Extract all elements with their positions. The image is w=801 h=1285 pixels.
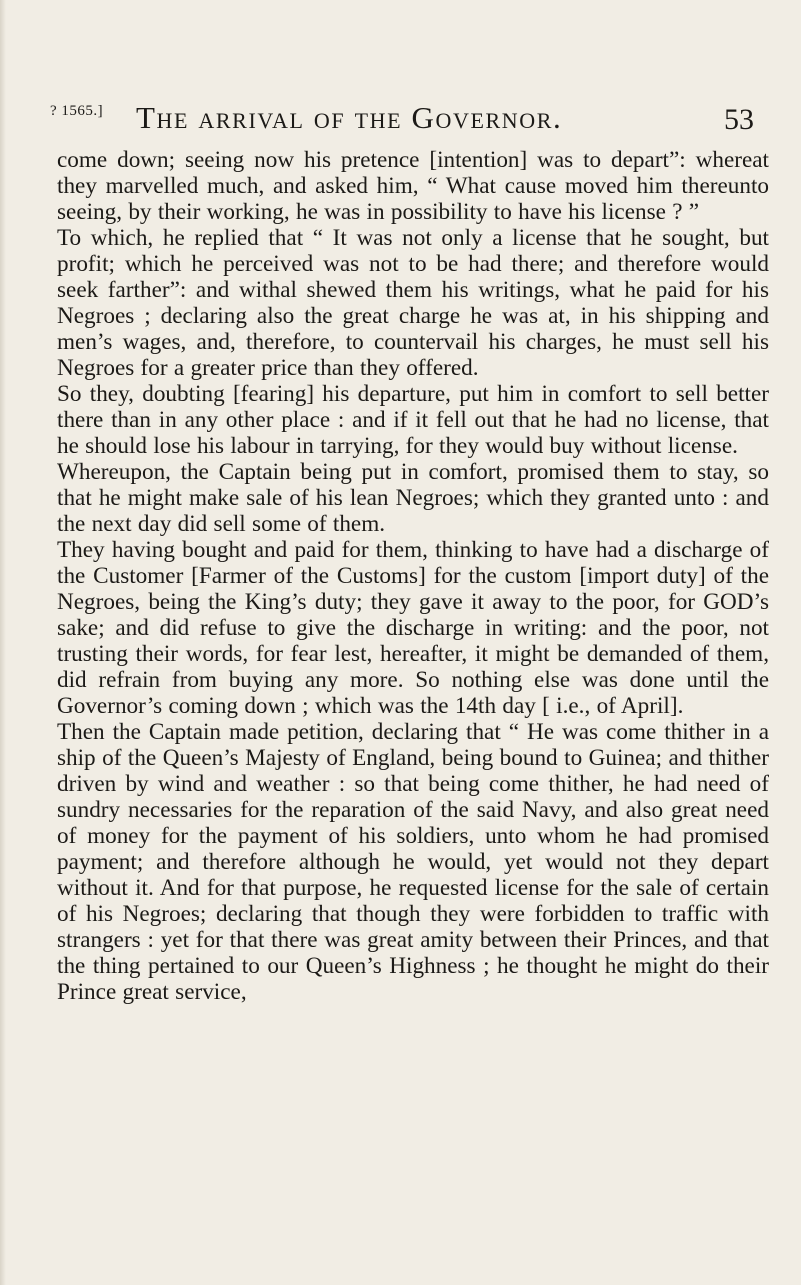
paragraph-5: They having bought and paid for them, thinking to have had a discharge of the Customer [Farmer of the Customs] for the custom [import duty] of the Negroes, being the King’s duty; they gave it away to the poor, for GOD’s sake; and did refuse to give the discharge in writing: and the poor, not trusting their words, for fear lest, hereafter, it might be demanded of them, did refrain from buying any more. So nothing else was done until the Governor’s coming down ; which was the 14th day [ i.e., of April]. <box>57 537 769 719</box>
header-title: The arrival of the Governor. <box>136 100 563 135</box>
paragraph-6: Then the Captain made petition, declaring that “ He was come thither in a ship of the Queen’s Majesty of England, being bound to Guinea; and thither driven by wind and weather : so that being come thither, he had need of sundry necessaries for the reparation of the said Navy, and also great need of money for the payment of his soldiers, unto whom he had promised payment; and therefore although he would, yet would not they depart without it. And for that purpose, he requested license for the sale of certain of his Negroes; declaring that though they were forbidden to traffic with strangers : yet for that there was great amity between their Princes, and that the thing pertained to our Queen’s Highness ; he thought he might do their Prince great service, <box>57 719 769 1005</box>
paragraph-3: So they, doubting [fearing] his departure, put him in comfort to sell better there than in any other place : and if it fell out that he had no license, that he should lose his labour in tarrying, for they would buy without license. <box>57 381 769 459</box>
running-header <box>50 100 776 140</box>
header-date: ? 1565.] <box>50 103 104 119</box>
page-edge-shadow <box>0 0 6 1285</box>
paragraph-2: To which, he replied that “ It was not only a license that he sought, but profit; which he perceived was not to be had there; and therefore would seek farther”: and withal shewed them his writings, what he paid for his Negroes ; declaring also the great charge he was at, in his shipping and men’s wages, and, therefore, to countervail his charges, he must sell his Negroes for a greater price than they offered. <box>57 225 769 381</box>
page-number: 53 <box>724 103 754 136</box>
paragraph-4: Whereupon, the Captain being put in comfort, promised them to stay, so that he might make sale of his lean Negroes; which they granted unto : and the next day did sell some of them. <box>57 459 769 537</box>
paragraph-1: come down; seeing now his pretence [intention] was to depart”: whereat they marvelled much, and asked him, “ What cause moved him thereunto seeing, by their working, he was in possibility to have his license ? ” <box>57 147 769 225</box>
body-text <box>57 147 769 1005</box>
